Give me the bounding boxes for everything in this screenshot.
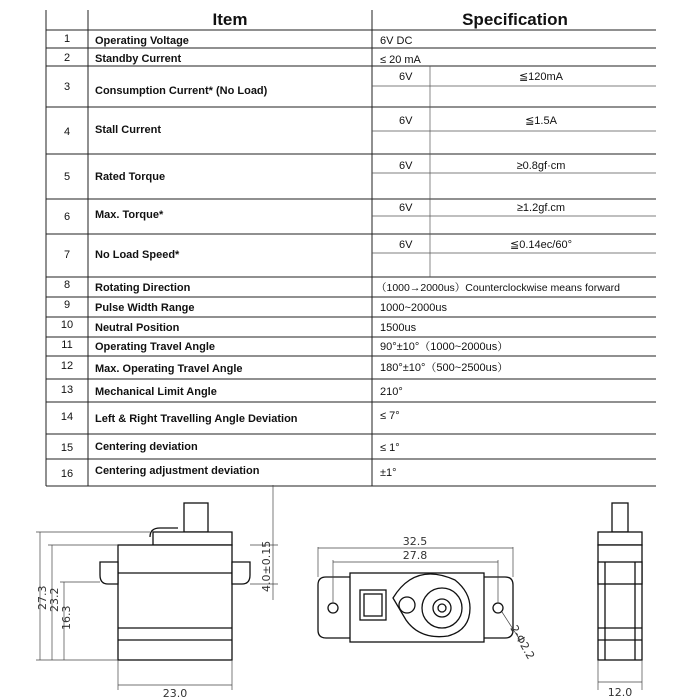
row-number: 15 [60, 442, 74, 454]
row-number: 12 [60, 360, 74, 372]
row-value: 210° [380, 386, 403, 398]
row-item: Pulse Width Range [95, 302, 195, 314]
row-number: 9 [63, 299, 71, 311]
row-number: 6 [63, 211, 71, 223]
dim-height-total: 27.3 [36, 585, 49, 610]
row-value: ≤ 1° [380, 442, 400, 454]
row-value: ≦120mA [518, 71, 564, 83]
row-number: 11 [61, 339, 73, 351]
row-number: 1 [63, 33, 71, 45]
dim-height-mount: 16.3 [60, 605, 73, 630]
spec-table [46, 10, 656, 486]
row-value: 1500us [380, 322, 417, 334]
dim-tab-thickness: 4.0±0.15 [260, 540, 273, 592]
row-voltage: 6V [399, 239, 413, 251]
row-item: Standby Current [95, 53, 182, 65]
row-number: 13 [60, 384, 74, 396]
row-item: Max. Operating Travel Angle [95, 363, 243, 375]
row-value: ≦1.5A [525, 115, 557, 127]
row-voltage: 6V [399, 115, 413, 127]
row-number: 14 [60, 411, 74, 423]
row-number: 3 [63, 81, 71, 93]
row-item: Operating Voltage [95, 35, 189, 47]
row-item: No Load Speed* [95, 249, 180, 261]
row-value: 6V DC [380, 35, 413, 47]
dim-width-end: 12.0 [607, 686, 633, 699]
row-number: 16 [60, 468, 74, 480]
row-item: Mechanical Limit Angle [95, 386, 217, 398]
row-value: ≦0.14ec/60° [510, 239, 572, 251]
row-number: 8 [63, 279, 71, 291]
row-value: ≤ 20 mA [380, 54, 421, 66]
header-specification: Specification [462, 10, 568, 29]
row-number: 2 [63, 52, 71, 64]
dim-hole-diameter: 2-Φ2.2 [507, 623, 538, 662]
row-voltage: 6V [399, 71, 413, 83]
row-number: 10 [60, 319, 74, 331]
row-item: Stall Current [95, 124, 162, 136]
row-value: 1000~2000us [380, 302, 447, 314]
dim-hole-spacing: 27.8 [402, 549, 428, 562]
dim-length-overall: 32.5 [402, 535, 428, 548]
row-item: Operating Travel Angle [95, 341, 216, 353]
row-voltage: 6V [399, 202, 413, 214]
row-number: 4 [63, 126, 71, 138]
row-value: ≤ 7° [380, 410, 400, 422]
dim-height-body: 23.2 [48, 587, 61, 612]
row-item: Centering deviation [95, 441, 198, 453]
row-item: Consumption Current* (No Load) [95, 85, 268, 97]
row-value: ±1° [380, 467, 397, 479]
row-value: （1000→2000us）Counterclockwise means forward [376, 282, 620, 294]
row-value: ≥0.8gf·cm [516, 160, 566, 172]
row-item: Rotating Direction [95, 282, 191, 294]
servo-side-view [36, 485, 278, 700]
dim-width-body: 23.0 [162, 687, 188, 700]
row-number: 7 [63, 249, 71, 261]
row-item: Left & Right Travelling Angle Deviation [95, 413, 298, 425]
row-value: ≥1.2gf.cm [516, 202, 566, 214]
row-item: Rated Torque [95, 171, 166, 183]
row-item: Neutral Position [95, 322, 180, 334]
row-item: Max. Torque* [95, 209, 164, 221]
servo-end-view [598, 503, 642, 699]
servo-top-view [318, 535, 537, 662]
row-value: 90°±10°（1000~2000us） [380, 341, 509, 353]
row-item: Centering adjustment deviation [95, 465, 260, 477]
row-value: 180°±10°（500~2500us） [380, 362, 509, 374]
row-voltage: 6V [399, 160, 413, 172]
header-item: Item [212, 10, 248, 29]
row-number: 5 [63, 171, 71, 183]
